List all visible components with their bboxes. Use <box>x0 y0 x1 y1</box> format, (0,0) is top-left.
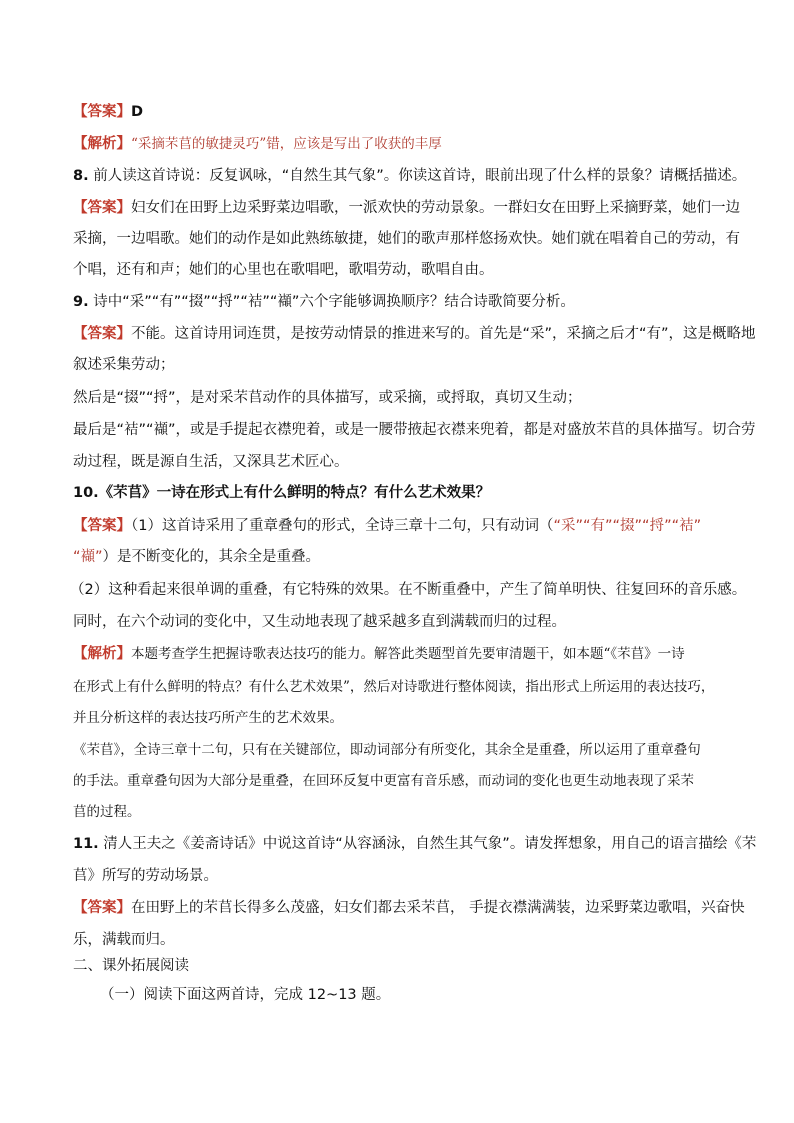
answer-10-line-2 <box>73 547 734 567</box>
answer-tag: 【答案】 <box>73 104 131 120</box>
answer-11-line-1 <box>73 898 745 918</box>
answer-9-line-5: 动过程，既是源自生活，又深具艺术匠心。 <box>73 454 349 470</box>
answer-10-text-2: ）是不断变化的，其余全是重叠。 <box>102 549 321 565</box>
answer-9-line-4: 最后是“袺”“襭”，或是手提起衣襟兜着，或是一腰带掖起衣襟来兜着，都是对盛放芣苢的具体描写。切合劳 <box>73 422 756 438</box>
answer-8-line-2: 采摘，一边唱歌。她们的动作是如此熟练敏捷，她们的歌声那样悠扬欢快。她们就在唱着自己的劳动，有 <box>73 231 740 247</box>
answer-10-text-1: （1）这首诗采用了重章叠句的形式，全诗三章十二句，只有动词（ <box>131 518 554 534</box>
analysis-10-line-3: 并且分析这样的表达技巧所产生的艺术效果。 <box>73 710 343 726</box>
analysis-tag: 【解析】 <box>73 136 131 152</box>
question-9-text: 诗中“采”“有”“掇”“捋”“袺”“襭”六个字能够调换顺序？结合诗歌简要分析。 <box>93 294 575 310</box>
question-8-text: 前人读这首诗说：反复讽咏，“自然生其气象”。你读这首诗，眼前出现了什么样的景象？请概括描述。 <box>93 168 747 184</box>
answer-10-line-4: 同时，在六个动词的变化中，又生动地表现了越采越多直到满载而归的过程。 <box>73 614 566 630</box>
answer-10-line-3: （2）这种看起来很单调的重叠，有它特殊的效果。在不断重叠中，产生了简单明快、往复回环的音乐感。 <box>70 582 747 598</box>
subsection-heading-1: （一）阅读下面这两首诗，完成 12~13 题。 <box>100 987 391 1003</box>
answer-11-text-1: 在田野上的芣苢长得多么茂盛，妇女们都去采芣苢， 手提衣襟满满装，边采野菜边歌唱，兴奋快 <box>131 900 745 916</box>
answer-9-line-3: 然后是“掇”“捋”，是对采芣苢动作的具体描写，或采摘，或捋取，真切又生动； <box>73 390 582 406</box>
question-11-text-1: 清人王夫之《姜斋诗话》中说这首诗“从容涵泳，自然生其气象”。请发挥想象，用自己的语言描绘《芣 <box>103 836 757 852</box>
question-11-line-1 <box>73 834 757 854</box>
answer-7-text: D <box>131 104 144 120</box>
question-9-number: 9. <box>73 294 89 310</box>
question-8 <box>73 166 747 186</box>
analysis-7 <box>73 134 734 154</box>
analysis-10-line-6: 苢的过程。 <box>73 804 141 820</box>
answer-8-line-1 <box>73 198 740 218</box>
analysis-10-line-2: 在形式上有什么鲜明的特点？有什么艺术效果”，然后对诗歌进行整体阅读，指出形式上所运用的表达技巧， <box>73 679 715 695</box>
question-11-number: 11. <box>73 836 99 852</box>
question-11-line-2: 苢》所写的劳动场景。 <box>73 868 218 884</box>
analysis-tag: 【解析】 <box>73 646 131 662</box>
analysis-10-line-1 <box>73 644 734 664</box>
answer-7 <box>73 102 734 122</box>
analysis-10-text-1: 本题考查学生把握诗歌表达技巧的能力。解答此类题型首先要审清题干，如本题“《芣苢》一诗 <box>131 646 685 662</box>
question-9 <box>73 292 734 312</box>
answer-9-line-2: 叙述采集劳动； <box>73 357 175 373</box>
analysis-7-text: “采摘芣苢的敏捷灵巧”错，应该是写出了收获的丰厚 <box>131 136 442 152</box>
section-heading-2: 二、课外拓展阅读 <box>73 958 189 974</box>
question-8-number: 8. <box>73 168 89 184</box>
answer-9-line-1 <box>73 324 756 344</box>
question-10: 10.《芣苢》一诗在形式上有什么鲜明的特点？有什么艺术效果？ <box>73 485 491 501</box>
answer-tag: 【答案】 <box>73 900 131 916</box>
analysis-10-line-4: 《芣苢》，全诗三章十二句，只有在关键部位，即动词部分有所变化，其余全是重叠，所以运用了重章叠句 <box>73 742 701 758</box>
answer-10-verb-last: “襭” <box>73 549 103 565</box>
answer-8-text-1: 妇女们在田野上边采野菜边唱歌，一派欢快的劳动景象。一群妇女在田野上采摘野菜，她们一边 <box>131 200 740 216</box>
answer-10-verbs: “采”“有”“掇”“捋”“袺” <box>553 518 702 534</box>
answer-10-line-1 <box>73 516 734 536</box>
analysis-10-line-5: 的手法。重章叠句因为大部分是重叠，在回环反复中更富有音乐感，而动词的变化也更生动地表现了采芣 <box>73 773 694 789</box>
answer-tag: 【答案】 <box>73 200 131 216</box>
answer-8-line-3: 个唱，还有和声；她们的心里也在歌唱吧，歌唱劳动，歌唱自由。 <box>73 262 494 278</box>
answer-tag: 【答案】 <box>73 518 131 534</box>
answer-11-line-2: 乐，满载而归。 <box>73 932 175 948</box>
answer-9-text-1: 不能。这首诗用词连贯，是按劳动情景的推进来写的。首先是“采”，采摘之后才“有”，这是概略地 <box>131 326 756 342</box>
answer-tag: 【答案】 <box>73 326 131 342</box>
